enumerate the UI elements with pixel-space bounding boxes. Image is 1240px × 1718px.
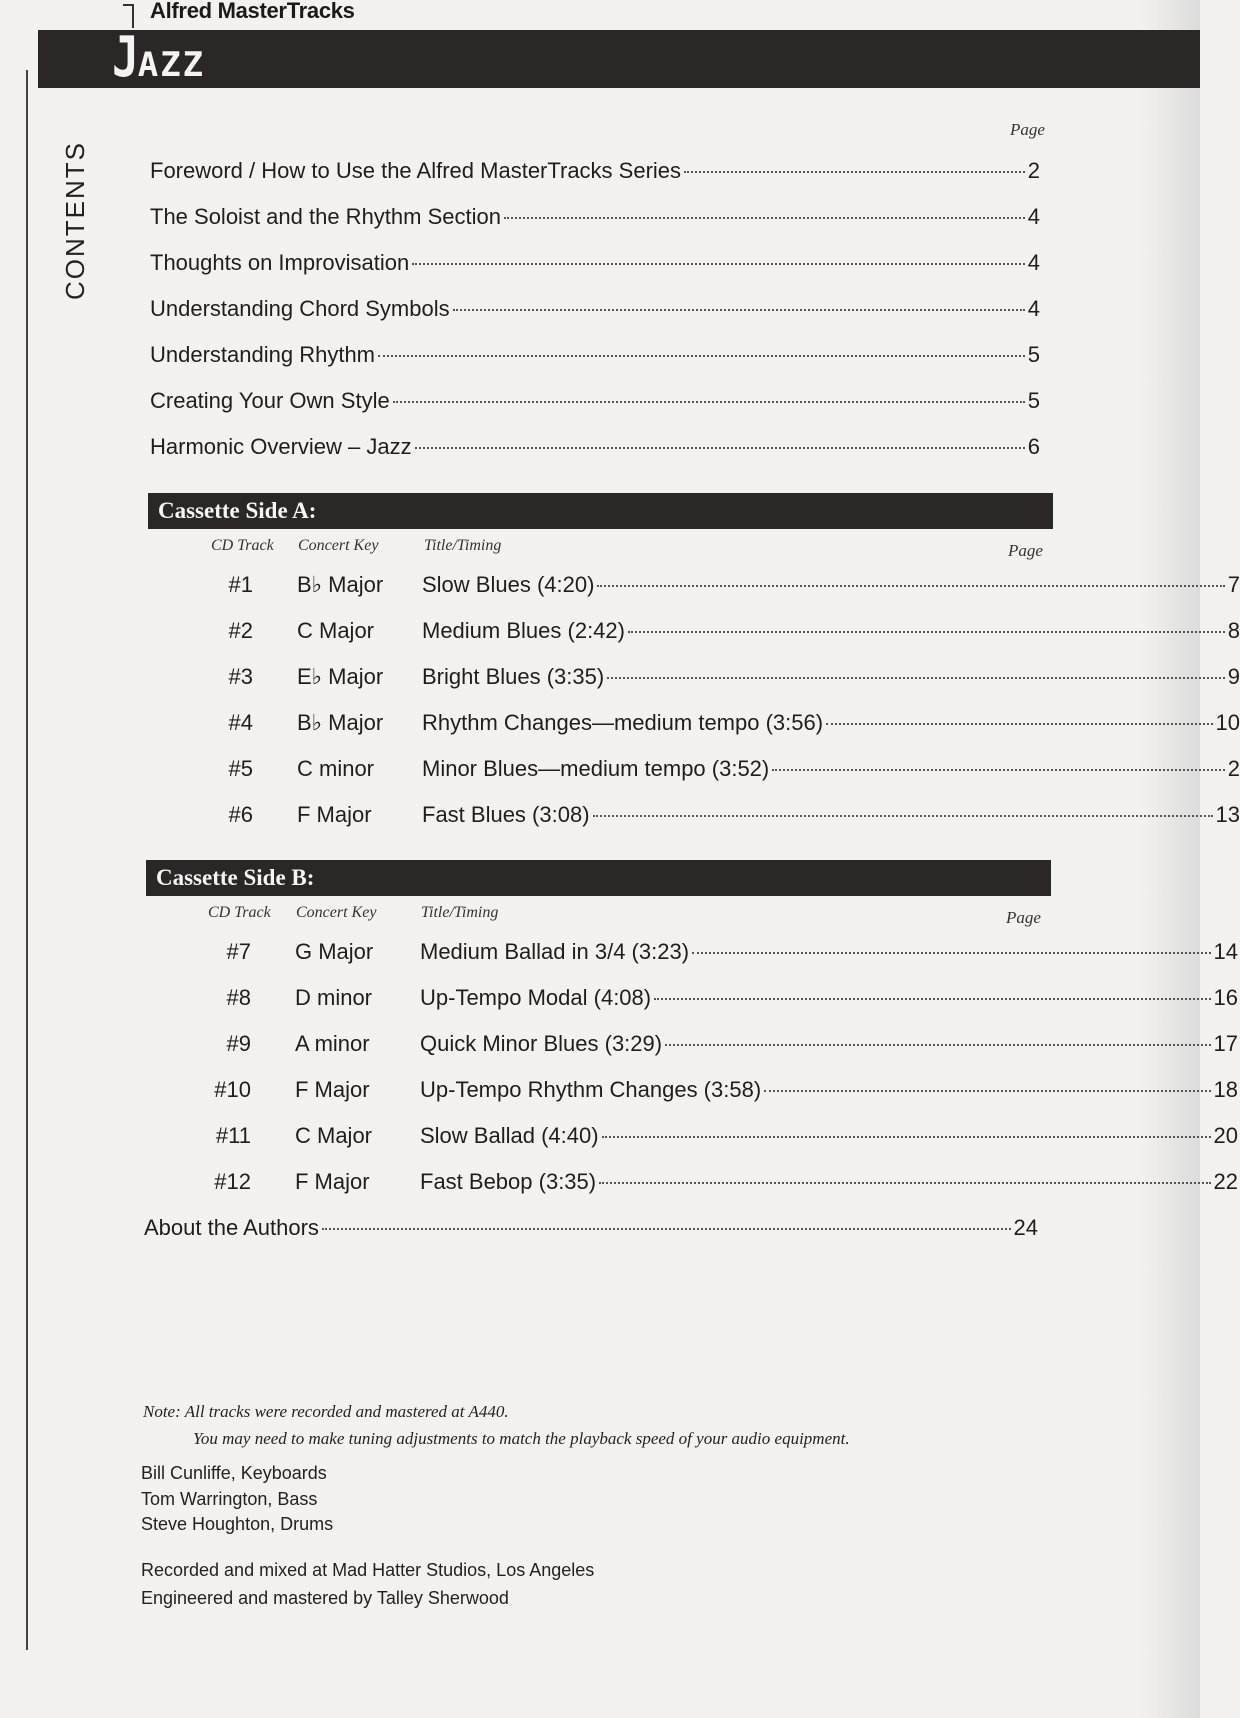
leader-dots <box>599 1182 1210 1184</box>
toc-entry-title: The Soloist and the Rhythm Section <box>150 204 501 229</box>
track-key: A minor <box>295 1031 370 1056</box>
book-title-rest: AZZ <box>137 45 206 85</box>
track-title: Rhythm Changes—medium tempo (3:56) <box>422 710 824 735</box>
musician-credit: Bill Cunliffe, Keyboards <box>141 1463 327 1483</box>
track-row[interactable] <box>193 756 1240 782</box>
track-key: D minor <box>295 985 373 1010</box>
leader-dots <box>607 677 1225 679</box>
track-key: E♭ Major <box>297 664 384 689</box>
toc-entry-page: 24 <box>1013 1215 1038 1240</box>
track-row[interactable] <box>191 1123 1238 1149</box>
toc-entry[interactable] <box>150 250 1040 276</box>
leader-dots <box>772 769 1225 771</box>
engineer-credit: Engineered and mastered by Talley Sherwood <box>141 1588 509 1608</box>
track-key: B♭ Major <box>297 710 384 735</box>
left-margin-rule <box>26 70 28 1650</box>
contents-side-label-text: CONTENTS <box>60 141 90 300</box>
track-title: Slow Blues (4:20) <box>422 572 595 597</box>
track-row[interactable] <box>193 802 1240 828</box>
leader-dots <box>665 1044 1210 1046</box>
track-row[interactable] <box>193 710 1240 736</box>
track-key: F Major <box>297 802 372 827</box>
toc-entry-page: 5 <box>1027 388 1040 413</box>
toc-entry-page: 6 <box>1027 434 1040 459</box>
track-page: 14 <box>1213 939 1238 964</box>
track-page: 9 <box>1227 664 1240 689</box>
track-number: #10 <box>214 1077 251 1102</box>
track-title: Slow Ballad (4:40) <box>420 1123 599 1148</box>
track-page: 20 <box>1213 1123 1238 1148</box>
col-header-title: Title/Timing <box>421 904 499 921</box>
leader-dots <box>322 1228 1011 1230</box>
tuning-note-detail: You may need to make tuning adjustments to match the playback speed of your audio equipment. <box>193 1429 850 1448</box>
toc-entry-page: 4 <box>1027 250 1040 275</box>
side-b-header: Cassette Side B: <box>146 860 1051 896</box>
track-number: #2 <box>228 618 253 643</box>
track-number: #5 <box>228 756 253 781</box>
track-key: C minor <box>297 756 375 781</box>
track-title: Minor Blues—medium tempo (3:52) <box>422 756 770 781</box>
col-header-key: Concert Key <box>298 537 379 554</box>
tuning-note: Note: All tracks were recorded and mastered at A440. <box>143 1402 509 1421</box>
toc-entry-title: Thoughts on Improvisation <box>150 250 410 275</box>
track-page: 10 <box>1215 710 1240 735</box>
leader-dots <box>453 309 1025 311</box>
col-header-track: CD Track <box>211 537 274 554</box>
side-a-header: Cassette Side A: <box>148 493 1053 529</box>
track-page: 22 <box>1213 1169 1238 1194</box>
toc-entry-title: Creating Your Own Style <box>150 388 390 413</box>
track-page: 13 <box>1215 802 1240 827</box>
leader-dots <box>764 1090 1210 1092</box>
brand-name: Alfred MasterTracks <box>150 0 355 23</box>
leader-dots <box>602 1136 1211 1138</box>
track-row[interactable] <box>191 985 1238 1011</box>
leader-dots <box>412 263 1024 265</box>
toc-entry-title: Understanding Chord Symbols <box>150 296 450 321</box>
leader-dots <box>415 447 1025 449</box>
track-row[interactable] <box>193 572 1240 598</box>
leader-dots <box>393 401 1025 403</box>
page-edge-shadow <box>1140 0 1200 1718</box>
col-header-page: Page <box>1008 541 1043 560</box>
toc-entry[interactable] <box>150 158 1040 184</box>
studio-credit: Recorded and mixed at Mad Hatter Studios, Los Angeles <box>141 1560 595 1580</box>
leader-dots <box>378 355 1025 357</box>
track-title: Fast Bebop (3:35) <box>420 1169 597 1194</box>
track-title: Up-Tempo Rhythm Changes (3:58) <box>420 1077 762 1102</box>
musician-credit: Steve Houghton, Drums <box>141 1514 334 1534</box>
track-row[interactable] <box>191 1031 1238 1057</box>
musician-credit: Tom Warrington, Bass <box>141 1489 318 1509</box>
track-row[interactable] <box>193 664 1240 690</box>
track-row[interactable] <box>191 1169 1238 1195</box>
book-title-initial: J <box>112 25 139 90</box>
track-title: Medium Ballad in 3/4 (3:23) <box>420 939 690 964</box>
track-page: 8 <box>1227 618 1240 643</box>
track-number: #8 <box>226 985 251 1010</box>
track-key: F Major <box>295 1077 370 1102</box>
leader-dots <box>684 171 1025 173</box>
col-header-title: Title/Timing <box>424 537 502 554</box>
track-number: #6 <box>228 802 253 827</box>
track-number: #3 <box>228 664 253 689</box>
leader-dots <box>504 217 1025 219</box>
track-key: B♭ Major <box>297 572 384 597</box>
toc-entry-title: Harmonic Overview – Jazz <box>150 434 412 459</box>
track-key: F Major <box>295 1169 370 1194</box>
track-title: Fast Blues (3:08) <box>422 802 590 827</box>
track-key: G Major <box>295 939 374 964</box>
toc-entry[interactable] <box>150 434 1040 460</box>
leader-dots <box>628 631 1225 633</box>
track-title: Medium Blues (2:42) <box>422 618 625 643</box>
track-title: Bright Blues (3:35) <box>422 664 605 689</box>
leader-dots <box>593 815 1213 817</box>
leader-dots <box>654 998 1210 1000</box>
toc-entry[interactable] <box>150 388 1040 414</box>
toc-entry[interactable] <box>150 296 1040 322</box>
toc-entry[interactable] <box>150 204 1040 230</box>
toc-entry-about[interactable] <box>144 1215 1038 1241</box>
toc-entry-title: About the Authors <box>144 1215 319 1240</box>
track-page: 16 <box>1213 985 1238 1010</box>
col-header-page: Page <box>1006 908 1041 927</box>
track-number: #12 <box>214 1169 251 1194</box>
toc-entry-title: Understanding Rhythm <box>150 342 376 367</box>
track-page: 7 <box>1227 572 1240 597</box>
track-key: C Major <box>295 1123 373 1148</box>
track-row[interactable] <box>191 1077 1238 1103</box>
track-page: 18 <box>1213 1077 1238 1102</box>
leader-dots <box>692 952 1210 954</box>
track-page: 17 <box>1213 1031 1238 1056</box>
track-number: #9 <box>226 1031 251 1056</box>
col-header-key: Concert Key <box>296 904 377 921</box>
track-number: #11 <box>215 1123 251 1148</box>
book-title <box>112 25 213 90</box>
col-header-track: CD Track <box>208 904 271 921</box>
toc-entry-page: 4 <box>1027 204 1040 229</box>
track-key: C Major <box>297 618 375 643</box>
toc-entry-title: Foreword / How to Use the Alfred MasterTracks Series <box>150 158 682 183</box>
toc-entry-page: 4 <box>1027 296 1040 321</box>
toc-entry-page: 5 <box>1027 342 1040 367</box>
track-title: Quick Minor Blues (3:29) <box>420 1031 663 1056</box>
toc-entry-page: 2 <box>1027 158 1040 183</box>
track-row[interactable] <box>193 618 1240 644</box>
leader-dots <box>826 723 1212 725</box>
track-title: Up-Tempo Modal (4:08) <box>420 985 652 1010</box>
track-page: 2 <box>1227 756 1240 781</box>
track-number: #7 <box>226 939 251 964</box>
track-number: #1 <box>228 572 253 597</box>
track-row[interactable] <box>191 939 1238 965</box>
leader-dots <box>597 585 1224 587</box>
toc-page-header: Page <box>1010 120 1045 139</box>
toc-entry[interactable] <box>150 342 1040 368</box>
track-number: #4 <box>228 710 253 735</box>
